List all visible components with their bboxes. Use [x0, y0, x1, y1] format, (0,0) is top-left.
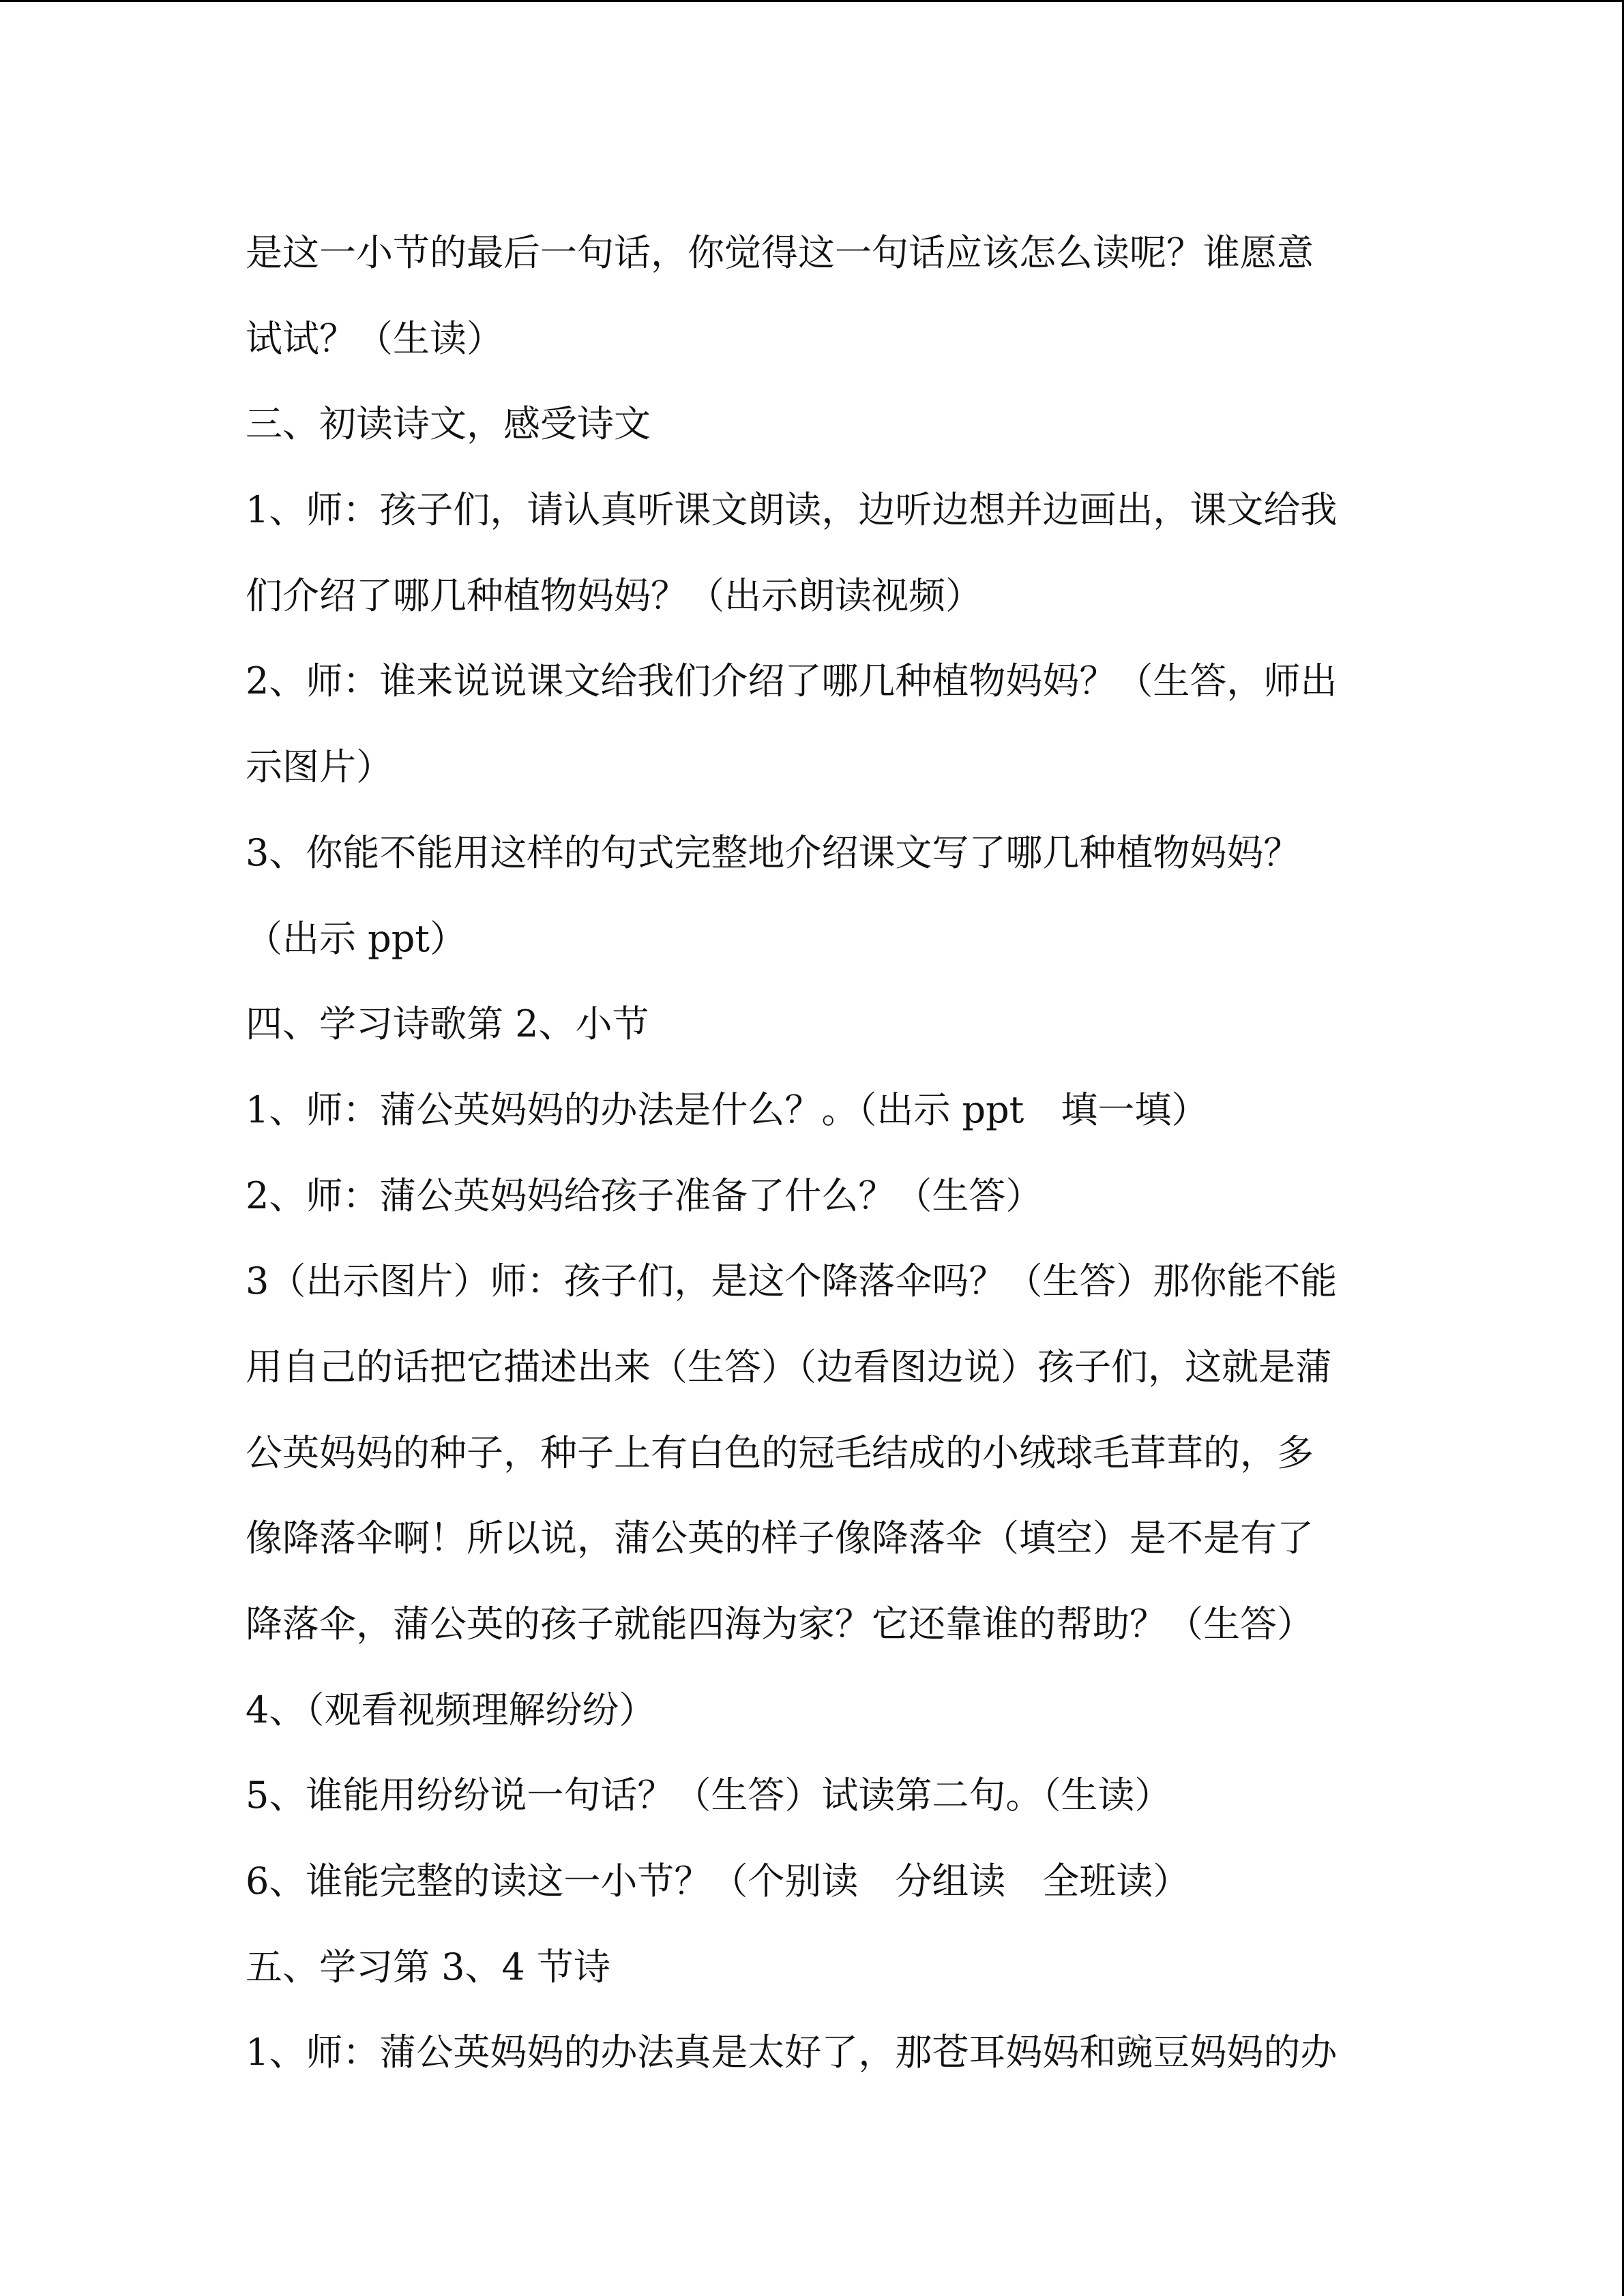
- section-heading: 三、初读诗文，感受诗文: [246, 402, 651, 446]
- text-line: 试试？（生读）: [246, 316, 503, 360]
- text-line: 1、师：蒲公英妈妈的办法是什么？。（出示 ppt 填一填）: [246, 1088, 1209, 1131]
- text-line: （出示 ppt）: [246, 916, 467, 960]
- document-body: [246, 210, 1378, 2096]
- text-line: 3、你能不能用这样的句式完整地介绍课文写了哪几种植物妈妈？: [246, 831, 1301, 874]
- text-line: 们介绍了哪几种植物妈妈？（出示朗读视频）: [246, 573, 982, 617]
- text-line: 是这一小节的最后一句话，你觉得这一句话应该怎么读呢？谁愿意: [246, 231, 1314, 274]
- text-line: 公英妈妈的种子，种子上有白色的冠毛结成的小绒球毛茸茸的，多: [246, 1431, 1314, 1474]
- text-line: 示图片）: [246, 745, 393, 789]
- text-line: 4、（观看视频理解纷纷）: [246, 1688, 656, 1731]
- section-heading: 五、学习第 3、4 节诗: [246, 1945, 611, 1988]
- section-heading: 四、学习诗歌第 2、小节: [246, 1002, 649, 1046]
- text-line: 1、师：孩子们，请认真听课文朗读，边听边想并边画出，课文给我: [246, 488, 1338, 532]
- text-line: 2、师：谁来说说课文给我们介绍了哪几种植物妈妈？（生答，师出: [246, 659, 1338, 703]
- text-line: 6、谁能完整的读这一小节？（个别读 分组读 全班读）: [246, 1860, 1190, 1903]
- text-line: 5、谁能用纷纷说一句话？（生答）试读第二句。（生读）: [246, 1774, 1172, 1817]
- text-line: 降落伞，蒲公英的孩子就能四海为家？它还靠谁的帮助？（生答）: [246, 1602, 1314, 1645]
- text-line: 2、师：蒲公英妈妈给孩子准备了什么？（生答）: [246, 1174, 1043, 1217]
- text-line: 像降落伞啊！所以说，蒲公英的样子像降落伞（填空）是不是有了: [246, 1517, 1314, 1560]
- text-line: 3（出示图片）师：孩子们，是这个降落伞吗？（生答）那你能不能: [246, 1259, 1338, 1303]
- text-line: 用自己的话把它描述出来（生答）（边看图边说）孩子们，这就是蒲: [246, 1345, 1332, 1388]
- text-line: 1、师：蒲公英妈妈的办法真是太好了，那苍耳妈妈和豌豆妈妈的办: [246, 2031, 1338, 2074]
